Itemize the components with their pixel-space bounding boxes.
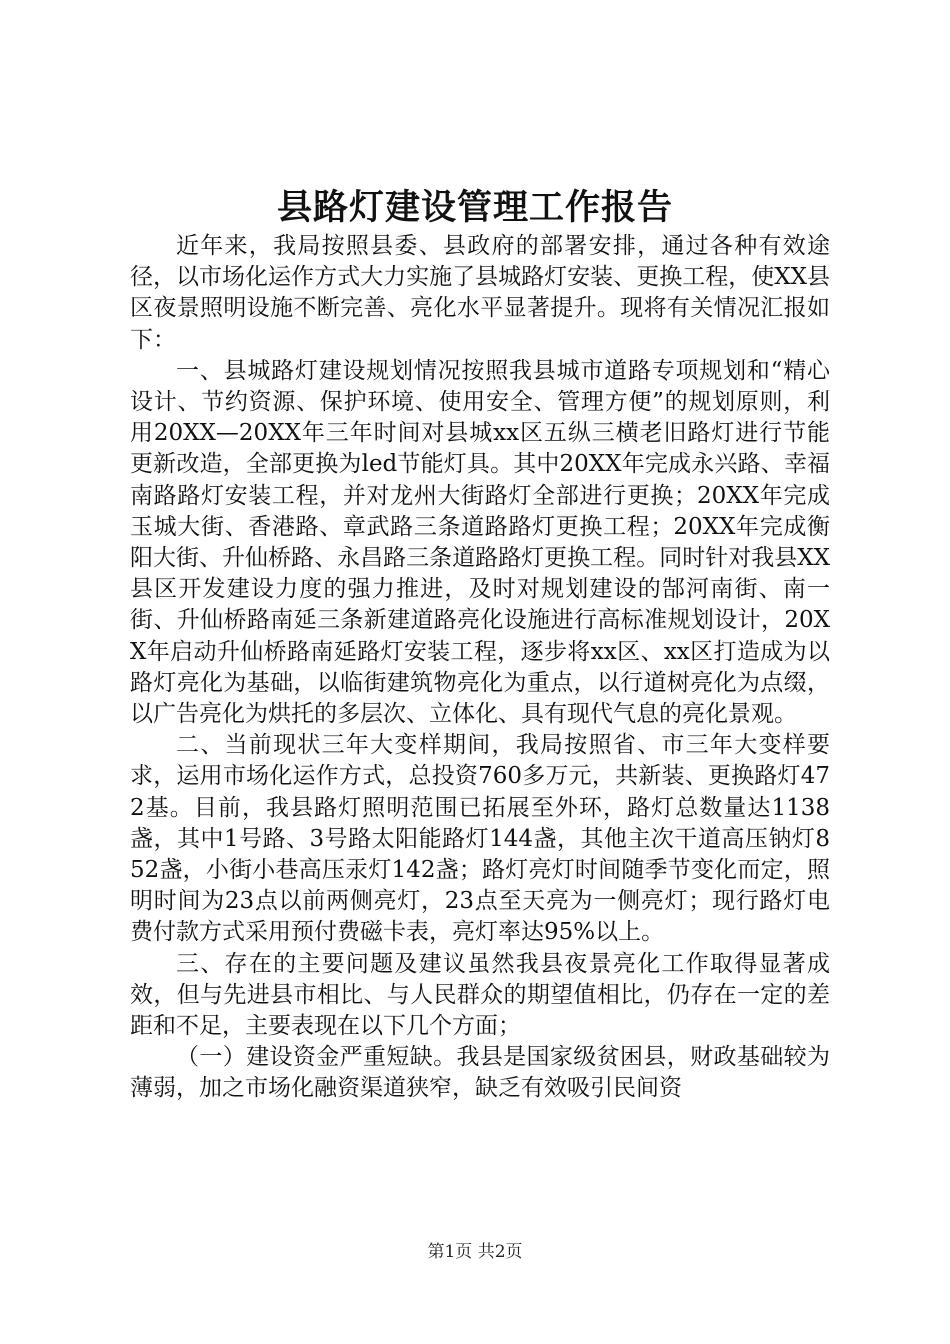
paragraph-intro: 近年来，我局按照县委、县政府的部署安排，通过各种有效途径，以市场化运作方式大力实施了县城路灯安装、更换工程，使XX县区夜景照明设施不断完善、亮化水平显著提升。现将有关情况汇报如下： bbox=[130, 233, 830, 353]
document-body bbox=[130, 231, 830, 1105]
paragraph-section-2: 二、当前现状三年大变样期间，我局按照省、市三年大变样要求，运用市场化运作方式，总投资760多万元，共新装、更换路灯472基。目前，我县路灯照明范围已拓展至外环，路灯总数量达1138盏，其中1号路、3号路太阳能路灯144盏，其他主次干道高压钠灯852盏，小街小巷高压汞灯142盏；路灯亮灯时间随季节变化而定，照明时间为23点以前两侧亮灯，23点至天亮为一侧亮灯；现行路灯电费付款方式采用预付费磁卡表，亮灯率达95%以上。 bbox=[130, 732, 830, 946]
paragraph-section-1: 一、县城路灯建设规划情况按照我县城市道路专项规划和“精心设计、节约资源、保护环境、使用安全、管理方便”的规划原则，利用20XX—20XX年三年时间对县城xx区五纵三横老旧路灯进行节能更新改造，全部更换为led节能灯具。其中20XX年完成永兴路、幸福南路路灯安装工程，并对龙州大街路灯全部进行更换；20XX年完成玉城大街、香港路、章武路三条道路路灯更换工程；20XX年完成衡阳大街、升仙桥路、永昌路三条道路路灯更换工程。同时针对我县XX县区开发建设力度的强力推进，及时对规划建设的郜河南街、南一街、升仙桥路南延三条新建道路亮化设施进行高标准规划设计，20XX年启动升仙桥路南延路灯安装工程，逐步将xx区、xx区打造成为以路灯亮化为基础，以临街建筑物亮化为重点，以行道树亮化为点缀，以广告亮化为烘托的多层次、立体化、具有现代气息的亮化景观。 bbox=[130, 357, 830, 728]
paragraph-subsection-1: （一）建设资金严重短缺。我县是国家级贫困县，财政基础较为薄弱，加之市场化融资渠道狭窄，缺乏有效吸引民间资 bbox=[130, 1044, 830, 1102]
document-title: 县路灯建设管理工作报告 bbox=[276, 187, 673, 228]
paragraph-section-3: 三、存在的主要问题及建议虽然我县夜景亮化工作取得显著成效，但与先进县市相比、与人民群众的期望值相比，仍存在一定的差距和不足，主要表现在以下几个方面； bbox=[130, 950, 830, 1040]
page-footer: 第1页 共2页 bbox=[427, 1242, 523, 1262]
